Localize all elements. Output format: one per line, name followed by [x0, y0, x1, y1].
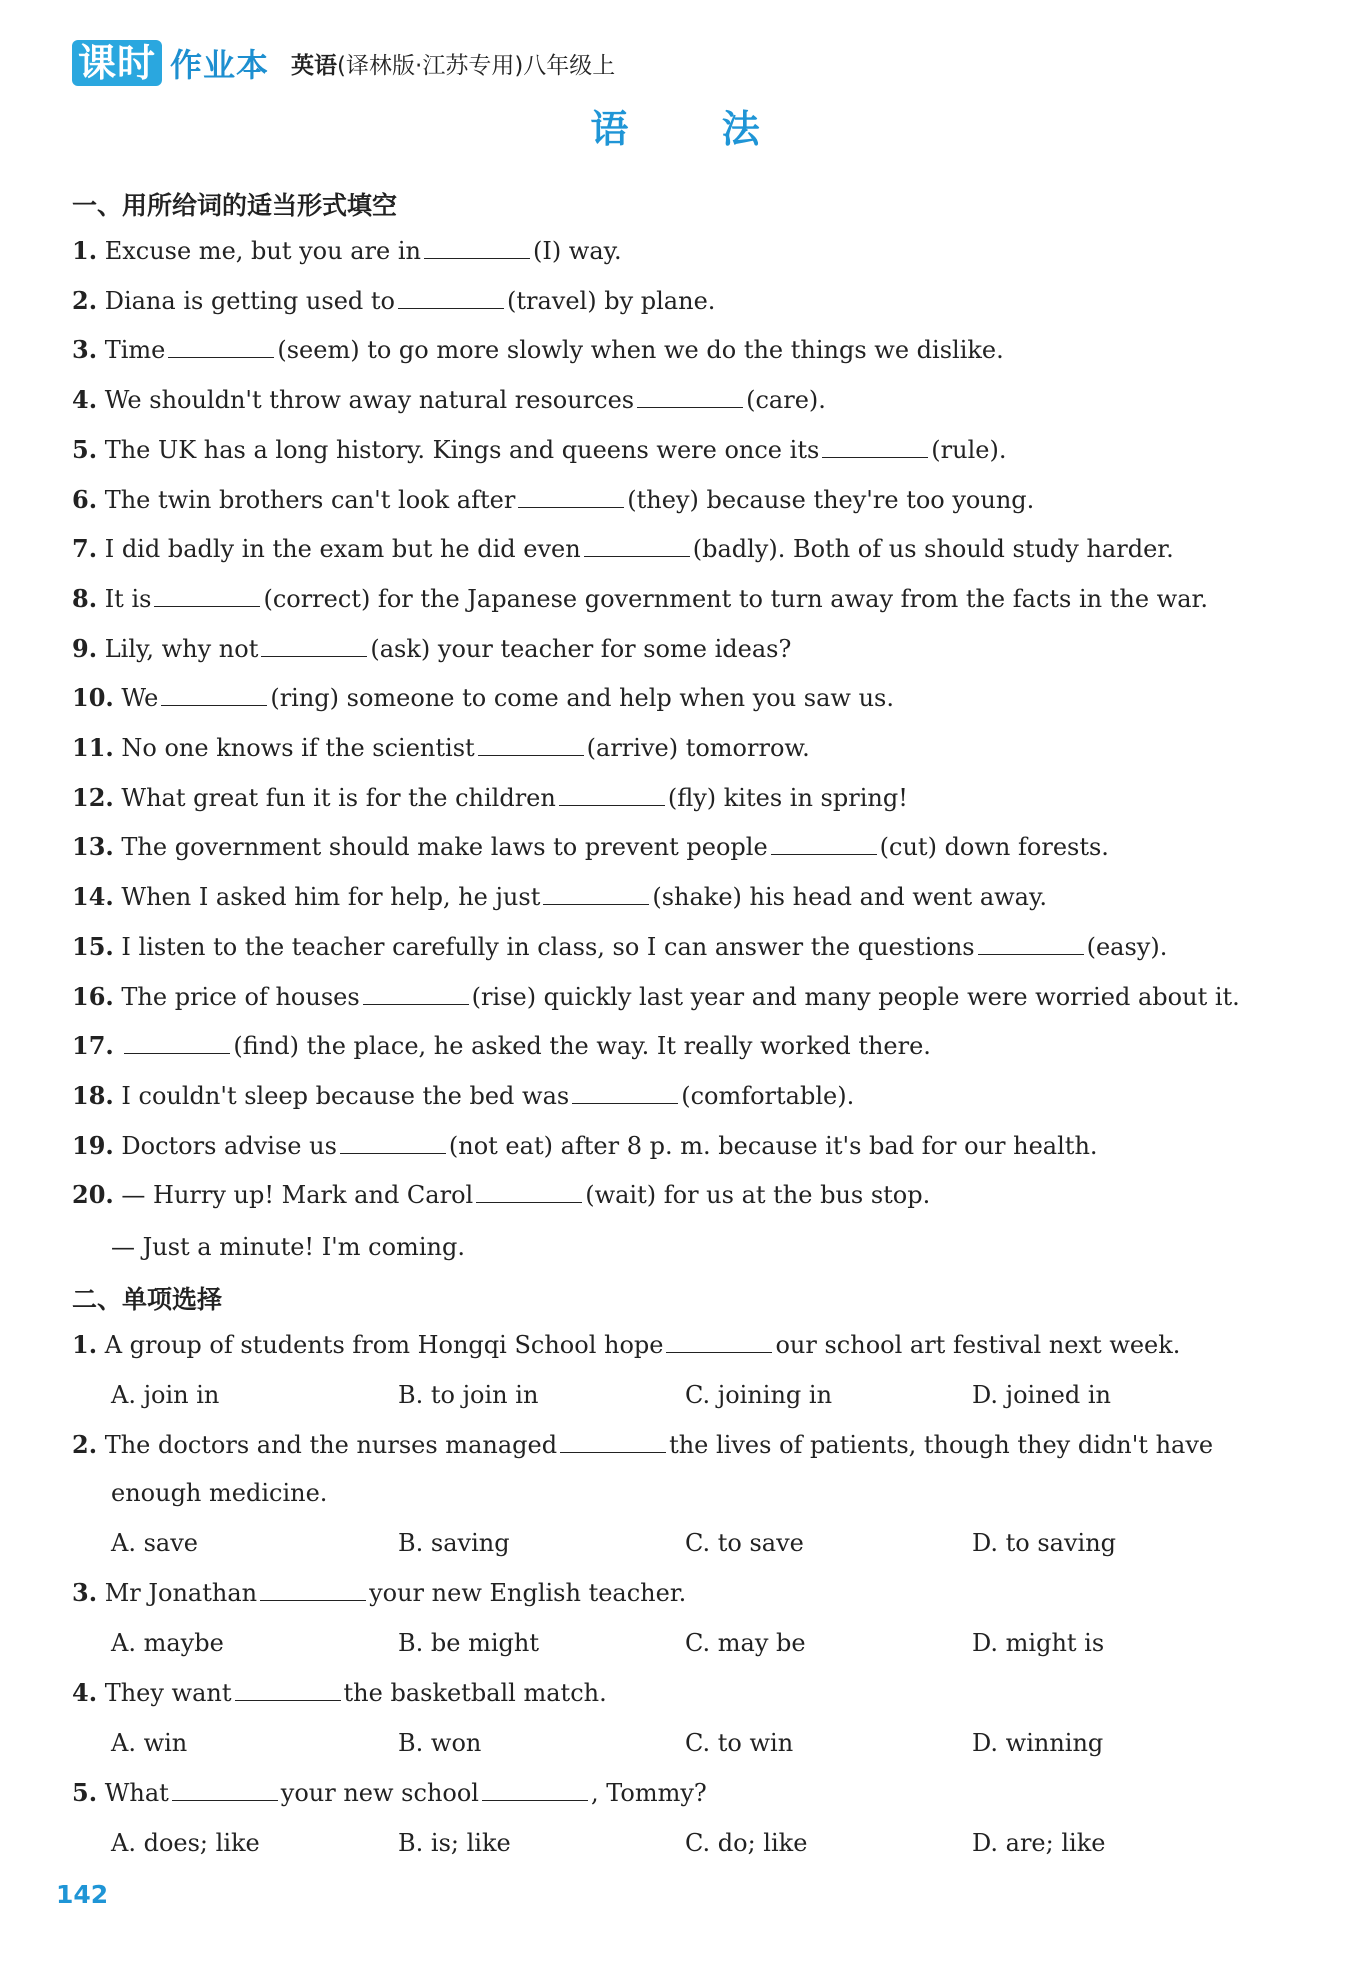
- answer-blank[interactable]: [572, 1079, 678, 1104]
- answer-blank[interactable]: [161, 681, 267, 706]
- mc3-option-a[interactable]: A. maybe: [111, 1629, 224, 1657]
- answer-blank[interactable]: [363, 980, 469, 1005]
- fill-question-5: 5. The UK has a long history. Kings and queens were once its (rule).: [72, 435, 1007, 464]
- mc5-option-b[interactable]: B. is; like: [398, 1829, 511, 1857]
- answer-blank[interactable]: [172, 1776, 278, 1801]
- mc2-option-b[interactable]: B. saving: [398, 1529, 510, 1557]
- mc1-option-a[interactable]: A. join in: [111, 1381, 220, 1409]
- mc3-option-d[interactable]: D. might is: [972, 1629, 1105, 1657]
- fill-question-4: 4. We shouldn't throw away natural resources (care).: [72, 385, 826, 414]
- mc4-option-c[interactable]: C. to win: [685, 1729, 794, 1757]
- answer-blank[interactable]: [340, 1129, 446, 1154]
- answer-blank[interactable]: [398, 284, 504, 309]
- answer-blank[interactable]: [518, 483, 624, 508]
- mc2-option-d[interactable]: D. to saving: [972, 1529, 1117, 1557]
- fill-question-12: 12. What great fun it is for the children (fly) kites in spring!: [72, 783, 908, 812]
- mc5-option-d[interactable]: D. are; like: [972, 1829, 1106, 1857]
- answer-blank[interactable]: [637, 383, 743, 408]
- mc2-option-a[interactable]: A. save: [111, 1529, 198, 1557]
- fill-question-20: 20. — Hurry up! Mark and Carol (wait) for us at the bus stop.: [72, 1180, 931, 1209]
- mc5-option-a[interactable]: A. does; like: [111, 1829, 260, 1857]
- fill-question-9: 9. Lily, why not (ask) your teacher for some ideas?: [72, 634, 792, 663]
- header: [72, 40, 615, 86]
- mc5-option-c[interactable]: C. do; like: [685, 1829, 808, 1857]
- series-subject: 英语: [291, 52, 338, 79]
- fill-question-17: 17. (find) the place, he asked the way. It really worked there.: [72, 1031, 931, 1060]
- mc3-option-b[interactable]: B. be might: [398, 1629, 539, 1657]
- fill-question-3: 3. Time (seem) to go more slowly when we do the things we dislike.: [72, 335, 1004, 364]
- answer-blank[interactable]: [559, 781, 665, 806]
- answer-blank[interactable]: [584, 532, 690, 557]
- answer-blank[interactable]: [261, 632, 367, 657]
- fill-question-13: 13. The government should make laws to prevent people (cut) down forests.: [72, 832, 1109, 861]
- page-number: 142: [56, 1880, 109, 1909]
- answer-blank[interactable]: [168, 333, 274, 358]
- fill-question-8: 8. It is (correct) for the Japanese government to turn away from the facts in the war.: [72, 584, 1208, 613]
- logo-sub: 作业本: [170, 46, 270, 84]
- series-edition: (译林版·江苏专用)八年级上: [337, 52, 616, 79]
- mc1-option-c[interactable]: C. joining in: [685, 1381, 833, 1409]
- answer-blank[interactable]: [478, 731, 584, 756]
- mc-question-1: 1. A group of students from Hongqi School hope our school art festival next week.: [72, 1330, 1181, 1359]
- fill-question-11: 11. No one knows if the scientist (arrive) tomorrow.: [72, 733, 810, 762]
- fill-question-15: 15. I listen to the teacher carefully in class, so I can answer the questions (easy).: [72, 932, 1168, 961]
- answer-blank[interactable]: [482, 1776, 588, 1801]
- brand-logo: [72, 40, 269, 86]
- answer-blank[interactable]: [124, 1029, 230, 1054]
- mc1-option-d[interactable]: D. joined in: [972, 1381, 1111, 1409]
- mc4-option-d[interactable]: D. winning: [972, 1729, 1104, 1757]
- fill-question-14: 14. When I asked him for help, he just (shake) his head and went away.: [72, 882, 1047, 911]
- answer-blank[interactable]: [666, 1328, 772, 1353]
- fill-question-2: 2. Diana is getting used to (travel) by plane.: [72, 286, 716, 315]
- answer-blank[interactable]: [543, 880, 649, 905]
- fill-question-10: 10. We (ring) someone to come and help when you saw us.: [72, 683, 894, 712]
- fill-question-1: 1. Excuse me, but you are in (I) way.: [72, 236, 622, 265]
- mc4-option-a[interactable]: A. win: [111, 1729, 188, 1757]
- mc-question-4: 4. They want the basketball match.: [72, 1678, 607, 1707]
- mc-question-3: 3. Mr Jonathan your new English teacher.: [72, 1578, 687, 1607]
- answer-blank[interactable]: [476, 1178, 582, 1203]
- fill-question-6: 6. The twin brothers can't look after (they) because they're too young.: [72, 485, 1035, 514]
- section1-heading: 一、用所给词的适当形式填空: [72, 191, 398, 220]
- answer-blank[interactable]: [260, 1576, 366, 1601]
- mc2-option-c[interactable]: C. to save: [685, 1529, 804, 1557]
- mc1-option-b[interactable]: B. to join in: [398, 1381, 539, 1409]
- mc-question-2-cont: enough medicine.: [111, 1479, 328, 1507]
- logo-main: 课时: [72, 40, 162, 86]
- answer-blank[interactable]: [154, 582, 260, 607]
- fill-question-18: 18. I couldn't sleep because the bed was (comfortable).: [72, 1081, 855, 1110]
- item20-reply: — Just a minute! I'm coming.: [111, 1233, 465, 1261]
- fill-question-16: 16. The price of houses (rise) quickly last year and many people were worried about it.: [72, 982, 1240, 1011]
- answer-blank[interactable]: [822, 433, 928, 458]
- answer-blank[interactable]: [771, 830, 877, 855]
- answer-blank[interactable]: [560, 1428, 666, 1453]
- section2-heading: 二、单项选择: [72, 1285, 223, 1314]
- fill-question-19: 19. Doctors advise us (not eat) after 8 p. m. because it's bad for our health.: [72, 1131, 1098, 1160]
- mc-question-2: 2. The doctors and the nurses managed the lives of patients, though they didn't have: [72, 1430, 1214, 1459]
- answer-blank[interactable]: [978, 930, 1084, 955]
- mc3-option-c[interactable]: C. may be: [685, 1629, 806, 1657]
- page-title: 语 法: [590, 107, 800, 151]
- fill-question-7: 7. I did badly in the exam but he did even (badly). Both of us should study harder.: [72, 534, 1174, 563]
- answer-blank[interactable]: [424, 234, 530, 259]
- series-info: [291, 47, 615, 80]
- mc-question-5: 5. What your new school , Tommy?: [72, 1778, 707, 1807]
- mc4-option-b[interactable]: B. won: [398, 1729, 482, 1757]
- answer-blank[interactable]: [235, 1676, 341, 1701]
